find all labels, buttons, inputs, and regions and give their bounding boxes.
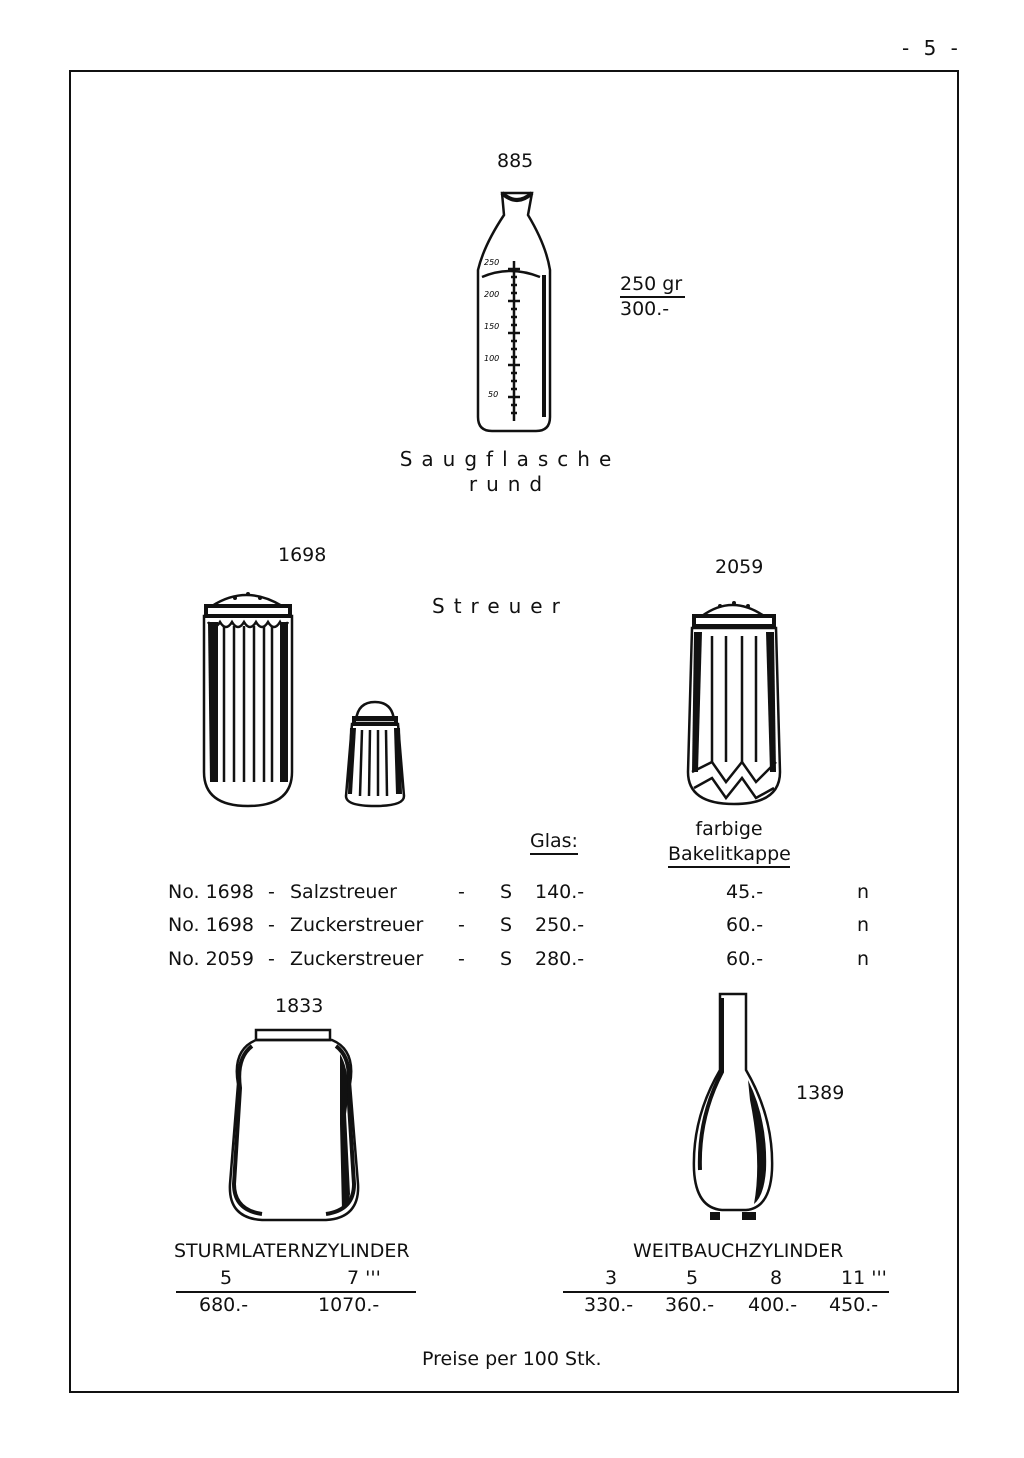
storm-lantern-chimney-illustration [222, 1024, 368, 1226]
wide-belly-chimney-illustration [686, 990, 782, 1222]
row-3-name: Zuckerstreuer [290, 948, 424, 970]
row-1-n: n [857, 881, 870, 903]
row-2-n: n [857, 914, 870, 936]
bottle-scale-label: 100 [484, 354, 500, 363]
row-1-number: No. 1698 [168, 881, 254, 903]
chimney-size-4: 11 ''' [841, 1267, 887, 1289]
chimney-price-2: 360.- [665, 1294, 715, 1316]
lantern-title: STURMLATERNZYLINDER [174, 1240, 410, 1262]
row-2-glas-price: 250.- [535, 914, 585, 936]
bottle-scale-label: 200 [484, 290, 500, 299]
row-2-dash2: - [458, 914, 465, 936]
bottle-size: 250 gr [620, 275, 685, 298]
chimney-price-4: 450.- [829, 1294, 879, 1316]
bottle-name: Saugflasche [399, 447, 621, 471]
chimney-size-1: 3 [605, 1267, 618, 1289]
faceted-shaker-illustration [684, 592, 784, 808]
chimney-title: WEITBAUCHZYLINDER [633, 1240, 844, 1262]
row-2-name: Zuckerstreuer [290, 914, 424, 936]
lantern-size-1: 5 [220, 1267, 233, 1289]
row-2-s: S [500, 914, 513, 936]
row-1-kappe-price: 45.- [726, 881, 764, 903]
bottle-name-subtitle: rund [468, 472, 552, 496]
small-fluted-shaker-illustration [340, 698, 410, 808]
row-3-dash: - [268, 948, 275, 970]
shaker-1698-number: 1698 [278, 544, 327, 566]
lantern-divider [176, 1291, 416, 1293]
shaker-2059-number: 2059 [715, 556, 764, 578]
column-header-glas: Glas: [530, 832, 578, 855]
row-1-dash: - [268, 881, 275, 903]
row-1-s: S [500, 881, 513, 903]
lantern-price-1: 680.- [199, 1294, 249, 1316]
row-2-dash: - [268, 914, 275, 936]
row-3-number: No. 2059 [168, 948, 254, 970]
bottle-price: 300.- [620, 298, 670, 320]
row-3-dash2: - [458, 948, 465, 970]
shaker-section-title: Streuer [432, 594, 569, 618]
row-2-kappe-price: 60.- [726, 914, 764, 936]
bottle-scale-label: 150 [484, 322, 500, 331]
chimney-size-3: 8 [770, 1267, 783, 1289]
row-1-glas-price: 140.- [535, 881, 585, 903]
lantern-size-2: 7 ''' [347, 1267, 381, 1289]
lantern-item-number: 1833 [275, 995, 324, 1017]
lantern-price-2: 1070.- [318, 1294, 380, 1316]
column-header-kappe-line1: farbige [695, 818, 763, 840]
bottle-scale-label: 250 [484, 258, 500, 267]
bottle-scale-label: 50 [488, 390, 499, 399]
row-3-kappe-price: 60.- [726, 948, 764, 970]
page-number: - 5 - [902, 36, 962, 60]
chimney-price-3: 400.- [748, 1294, 798, 1316]
row-3-s: S [500, 948, 513, 970]
row-3-glas-price: 280.- [535, 948, 585, 970]
baby-bottle-illustration [470, 185, 560, 435]
row-1-dash2: - [458, 881, 465, 903]
column-header-kappe-line2: Bakelitkappe [668, 845, 790, 868]
chimney-divider [563, 1291, 889, 1293]
price-note: Preise per 100 Stk. [422, 1348, 602, 1370]
chimney-price-1: 330.- [584, 1294, 634, 1316]
row-1-name: Salzstreuer [290, 881, 397, 903]
chimney-size-2: 5 [686, 1267, 699, 1289]
row-2-number: No. 1698 [168, 914, 254, 936]
chimney-item-number: 1389 [796, 1082, 845, 1104]
bottle-item-number: 885 [497, 150, 534, 172]
large-fluted-shaker-illustration [190, 582, 310, 808]
row-3-n: n [857, 948, 870, 970]
